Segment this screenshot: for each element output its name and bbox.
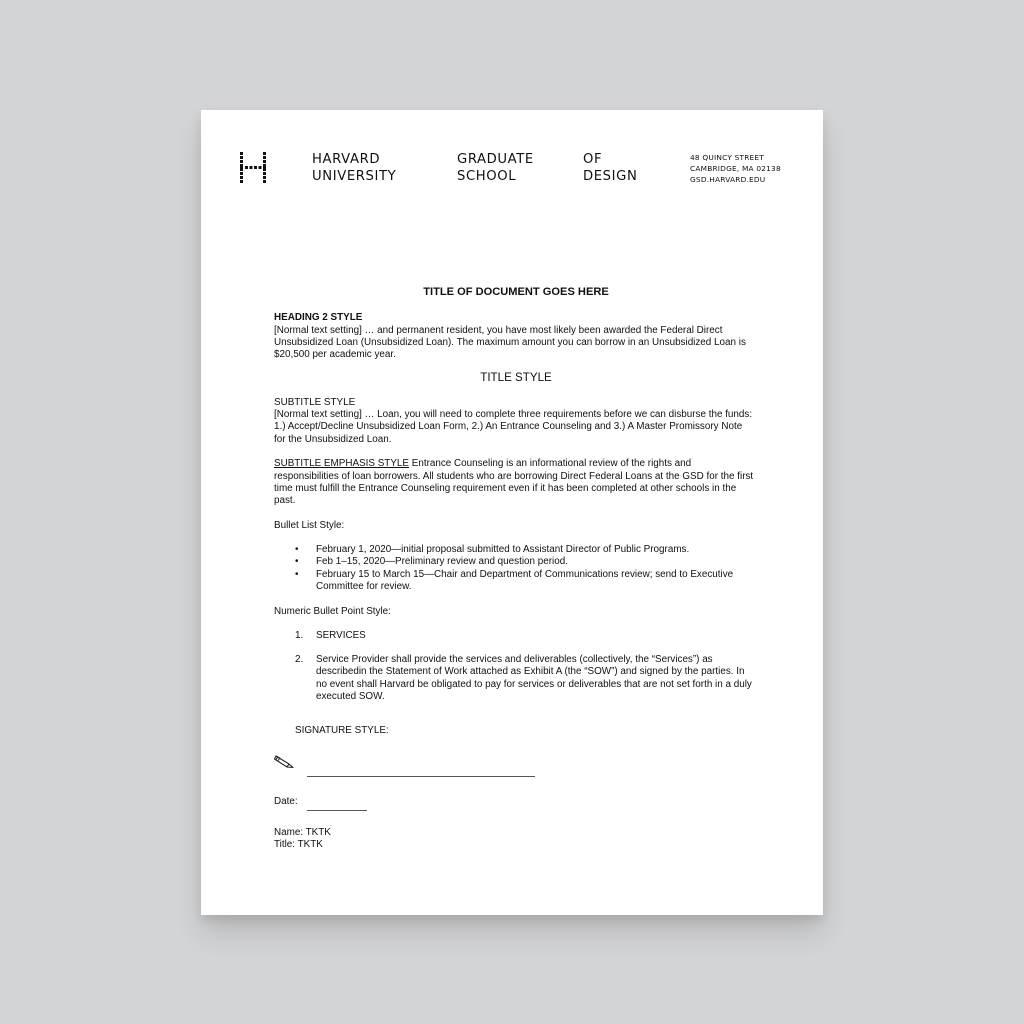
address-street: 48 QUINCY STREET [690, 153, 764, 162]
numeric-list-heading: Numeric Bullet Point Style: [274, 605, 391, 617]
bullet-marker: • [295, 544, 299, 556]
date-label: Date: [274, 795, 298, 807]
bullet-list-heading: Bullet List Style: [274, 519, 345, 531]
signature-label: SIGNATURE STYLE: [295, 725, 389, 737]
date-row [274, 796, 754, 810]
list-item: • Feb 1–15, 2020—Preliminary review and question period. [295, 556, 568, 568]
bullet-marker: • [295, 556, 299, 568]
pencil-icon [274, 752, 296, 770]
paragraph-3 [274, 458, 754, 507]
harvard-h-logo-icon [240, 152, 266, 183]
paragraph-3-text: Entrance Counseling is an informational review of the rights and responsibilities of loan borrowers. All students who are borrowing Direct Federal Loans at the GSD for the first time must fulfill the Entrance Counseling requirement even if it has been completed at other schools in the past. [274, 458, 754, 507]
paragraph-2: [Normal text setting] … Loan, you will need to complete three requirements before we can disburse the funds: 1.) Accept/Decline Unsubsidized Loan Form, 2.) An Entrance Counseling and 3.) A Master Promissory Note for the Unsubsidized Loan. [274, 409, 753, 445]
name-title-block [274, 827, 754, 852]
bullet-list [274, 544, 754, 593]
brand-graduate-school: GRADUATE SCHOOL [457, 152, 534, 184]
address-city: CAMBRIDGE, MA 02138 [690, 164, 781, 173]
list-item: 2. Service Provider shall provide the services and deliverables (collectively, the “Services”) as describedin the Statement of Work attached as Exhibit A (the “SOW”) and signed by the parties. In no event shall Harvard be obligated to pay for services or deliverables that are not set forth in a duly executed SOW. [295, 654, 752, 703]
address-website: GSD.HARVARD.EDU [690, 175, 766, 184]
heading-2: HEADING 2 STYLE [274, 312, 363, 324]
title-line: Title: TKTK [274, 838, 323, 850]
numbered-list [274, 630, 754, 703]
date-line[interactable] [307, 810, 367, 811]
signature-line[interactable] [307, 776, 535, 777]
signature-row [274, 752, 754, 782]
list-item: • February 15 to March 15—Chair and Department of Communications review; send to Executive Committee for review. [295, 568, 734, 592]
brand-harvard-university: HARVARD UNIVERSITY [312, 152, 397, 184]
subtitle-emphasis: SUBTITLE EMPHASIS STYLE [274, 458, 409, 470]
document-title: TITLE OF DOCUMENT GOES HERE [423, 286, 609, 298]
document-page [201, 110, 823, 915]
title-style-heading: TITLE STYLE [480, 371, 552, 385]
document-body [274, 286, 754, 851]
number-marker: 2. [295, 654, 304, 666]
name-line: Name: TKTK [274, 826, 331, 838]
brand-of-design: OF DESIGN [583, 152, 638, 184]
bullet-marker: • [295, 568, 299, 580]
address-block [690, 152, 781, 185]
list-item: • February 1, 2020—initial proposal submitted to Assistant Director of Public Programs. [295, 544, 690, 556]
list-item: 1. SERVICES [295, 629, 366, 641]
number-marker: 1. [295, 629, 304, 641]
paragraph-1: [Normal text setting] … and permanent resident, you have most likely been awarded the Federal Direct Unsubsidized Loan (Unsubsidized Loan). The maximum amount you can borrow in an Unsubsidized Loan is $20,500 per academic year. [274, 324, 746, 361]
subtitle-heading: SUBTITLE STYLE [274, 396, 356, 408]
